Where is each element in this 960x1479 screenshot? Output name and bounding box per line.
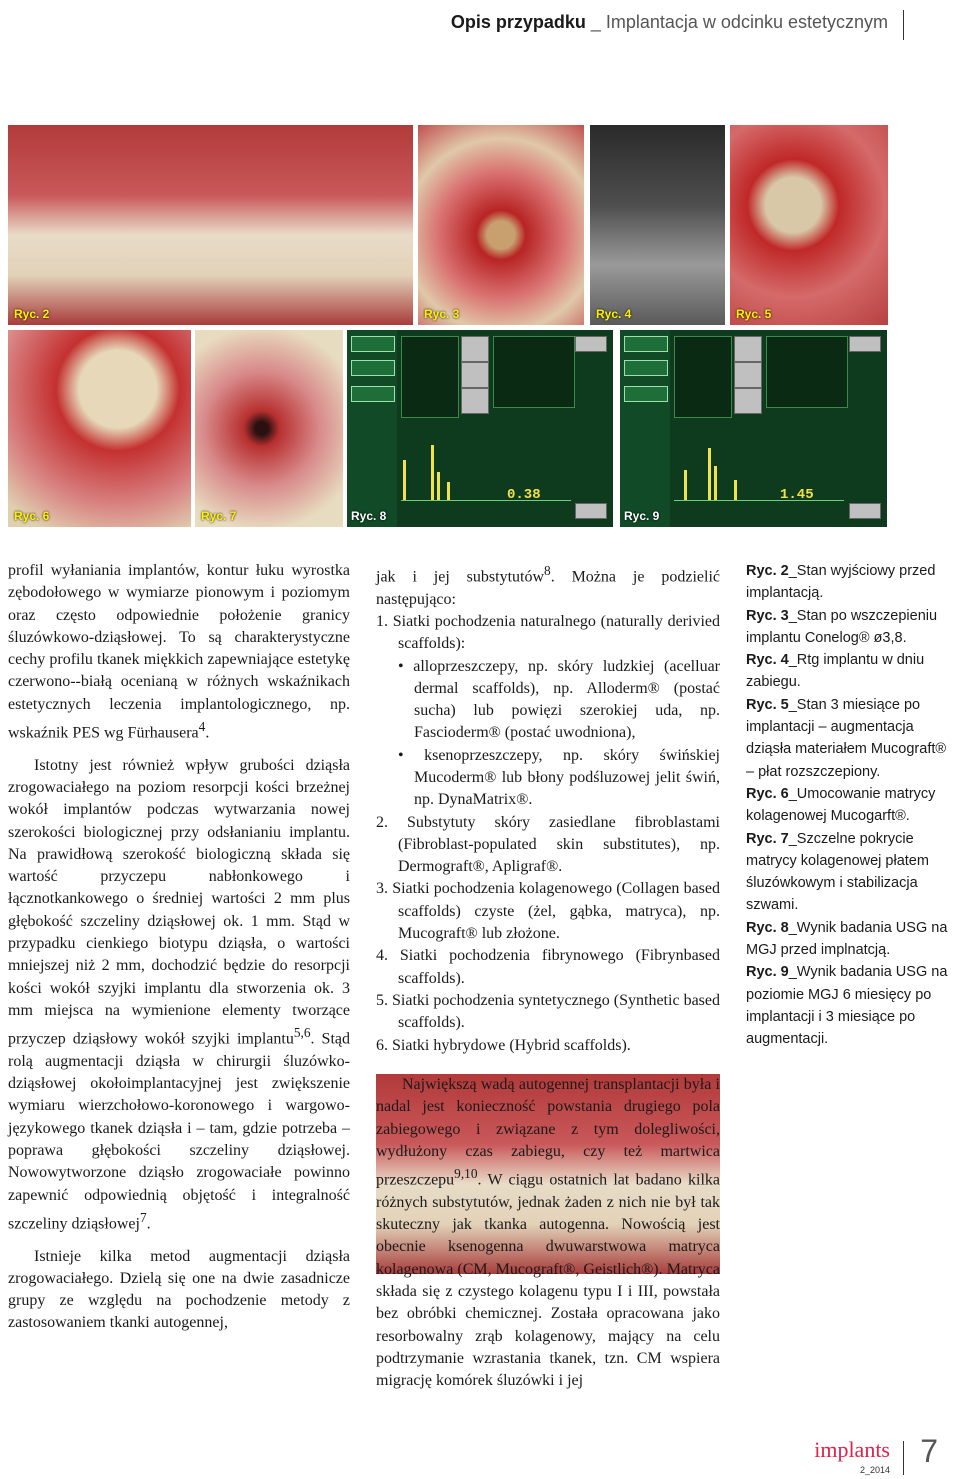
- figure-label: Ryc. 9: [624, 509, 660, 523]
- usg-start-button: [575, 503, 607, 519]
- list-item: 6. Siatki hybrydowe (Hybrid scaffolds).: [376, 1036, 631, 1054]
- figure-label: Ryc. 7: [201, 509, 237, 523]
- paragraph: Największą wadą autogennej transplantacji była i nadal jest konieczność powstania drugiego pola zabiegowego i związane z tym dolegliwości, wydłużony czas zabiegu, czy też martwica przeszczepu$^{9,10}$. W ciągu ostatnich lat badano kilka różnych substytutów, jednak żaden z nich nie był tak skuteczny jak tkanka autogenna. Nowością jest obecnie ksenogenna dwuwarstwowa matryca kolagenowa (CM, Mucograft®, Geistlich®). Matryca składa się z czystego kolagenu typu I i III, powstała bez obróbki chemicznej. Została opracowana jako resorbowalny zrąb kolagenowy, mający na celu podtrzymanie wzrastania tkanek, tzn. CM wspiera migrację komórek śluzówki i jej: [376, 1076, 720, 1390]
- page-footer: [760, 1433, 960, 1479]
- usg-graph: [401, 440, 571, 501]
- usg-reading: 1.45: [780, 487, 814, 503]
- scaffold-list: [376, 611, 720, 1057]
- footer-divider: [903, 1441, 904, 1475]
- list-item: 2. Substytuty skóry zasiedlane fibroblastami (Fibroblast-populated skin substitutes), np. Dermograft®, Apligraf®.: [376, 813, 720, 876]
- sub-list: [376, 656, 720, 812]
- figure-4-xray: [590, 125, 725, 325]
- figure-3-photo: [418, 125, 584, 325]
- paragraph: Istnieje kilka metod augmentacji dziąsła zrogowaciałego. Dzielą się one na dwie zasadnicze grupy ze względu na pochodzenie metody z zastosowaniem tkanki autogennej,: [8, 1247, 350, 1332]
- caption: Ryc. 5_Stan 3 miesiące po implantacji – augmentacja dziąsła materiałem Mucograft® – płat rozszczepiony.: [746, 696, 947, 780]
- caption: Ryc. 6_Umocowanie matrycy kolagenowej Mucogarft®.: [746, 785, 936, 825]
- paragraph: profil wyłaniania implantów, kontur łuku wyrostka zębodołowego w wymiarze pionowym i poziomym oraz często odpowiednie położenie granicy śluzówkowo-dziąsłowej. To są charakterystyczne cechy profilu tkanek miękkich zapewniające estetykę czerwono--białą ocenianą w różnych wskaźnikach estetycznych leczenia implantologicznego, np. wskaźnik PES wg Fürhausera$^4$.: [8, 562, 350, 742]
- figure-6-photo: [8, 330, 191, 527]
- figure-label: Ryc. 6: [14, 509, 50, 523]
- list-item: 3. Siatki pochodzenia kolagenowego (Collagen based scaffolds) czyste (żel, gąbka, matryca), np. Mucograft® lub złożone.: [376, 880, 720, 943]
- list-item: 4. Siatki pochodzenia fibrynowego (Fibrynbased scaffolds).: [376, 947, 720, 987]
- usg-side-button: [849, 336, 881, 352]
- figure-label: Ryc. 4: [596, 307, 632, 321]
- figure-label: Ryc. 8: [351, 509, 387, 523]
- usg-values-panel: [401, 336, 459, 418]
- caption: Ryc. 2_Stan wyjściowy przed implantacją.: [746, 563, 936, 602]
- usg-title-screen: [493, 336, 575, 408]
- usg-side-button: [575, 336, 607, 352]
- text-column-2: [376, 560, 720, 1390]
- paragraph: Istotny jest również wpływ grubości dziąsła zrogowaciałego na poziom resorpcji kości brzeżnej wokół implantów podczas wytwarzania nowej szerokości biologicznej przy odsłanianiu implantu. Na prawidłową szerokość biologiczną składa się wartość przyczepu nabłonkowego i łącznotkankowego o średniej wartości 2 mm plus głębokość szczeliny dziąsłowej ok. 1 mm. Stąd w przypadku cienkiego biotypu dziąsła, o wartości mniejszej niż 2 mm, dochodzić będzie do resorpcji kości wokół szyjki implantu dla stworzenia ok. 3 mm miejsca na wymienione elementy tworzące przyczep dziąsłowy wokół szyjki implantu$^{5,6}$. Stąd rolą augmentacji dziąsła w chirurgii śluzówko-dziąsłowej okołoimplantacyjnej jest zwiększenie wymiaru wierzchołowo-koronowego i wargowo-językowego tkanek dziąsła i – tam, gdzie potrzeba – poprawa głębokości szczeliny dziąsłowej. Nowowytworzone dziąsło zrogowaciałe powinno zapewnić odpowiednią objętość i integralność szczeliny dziąsłowej$^7$.: [8, 756, 350, 1233]
- usg-start-button: [849, 503, 881, 519]
- usg-reading: 0.38: [507, 487, 541, 503]
- header-divider: [903, 10, 904, 40]
- figure-8-usg: [347, 330, 613, 527]
- list-item: • alloprzeszczepy, np. skóry ludzkiej (acelluar dermal scaffolds), np. Alloderm® (postać sucha) lub powięzi szerokiej uda, np. Fascioderm® (postać uwodniona),: [398, 657, 720, 742]
- list-item: • ksenoprzeszczepy, np. skóry świńskiej Mucoderm® lub błony podśluzowej jelit świń, np. DynaMatrix®.: [398, 746, 720, 809]
- running-title: Opis przypadku _ Implantacja w odcinku estetycznym: [450, 12, 888, 32]
- list-item: 1. Siatki pochodzenia naturalnego (naturally derivied scaffolds):: [376, 612, 720, 653]
- usg-sidebar: [620, 330, 670, 527]
- figure-2-photo: [8, 125, 413, 325]
- figure-5-photo: [730, 125, 888, 325]
- usg-values-panel: [674, 336, 732, 418]
- page-header: [0, 10, 960, 46]
- page-number: 7: [920, 1433, 938, 1469]
- figure-captions: [746, 560, 956, 1051]
- issue-number: 2_2014: [859, 1465, 890, 1475]
- figure-label: Ryc. 5: [736, 307, 772, 321]
- caption: Ryc. 8_Wynik badania USG na MGJ przed implnatcją.: [746, 919, 948, 959]
- figure-7-photo: [195, 330, 343, 527]
- list-item: 5. Siatki pochodzenia syntetycznego (Synthetic based scaffolds).: [376, 991, 720, 1032]
- figure-9-usg: [620, 330, 887, 527]
- usg-graph: [674, 440, 844, 501]
- usg-title-screen: [766, 336, 848, 408]
- paragraph: jak i jej substytutów$^8$. Można je podzielić następująco:: [376, 563, 720, 608]
- magazine-logo: implants: [814, 1437, 890, 1462]
- caption: Ryc. 7_Szczelne pokrycie matrycy kolagenowej płatem śluzówkowym i stabilizacja szwami.: [746, 830, 929, 914]
- caption: Ryc. 9_Wynik badania USG na poziomie MGJ 6 miesięcy po implantacji i 3 miesiące po augmentacji.: [746, 964, 948, 1048]
- usg-sidebar: [347, 330, 397, 527]
- text-column-1: [8, 560, 350, 1345]
- figure-label: Ryc. 2: [14, 307, 50, 321]
- caption: Ryc. 4_Rtg implantu w dniu zabiegu.: [746, 652, 925, 691]
- figure-label: Ryc. 3: [424, 307, 460, 321]
- caption: Ryc. 3_Stan po wszczepieniu implantu Conelog® ø3,8.: [746, 607, 938, 646]
